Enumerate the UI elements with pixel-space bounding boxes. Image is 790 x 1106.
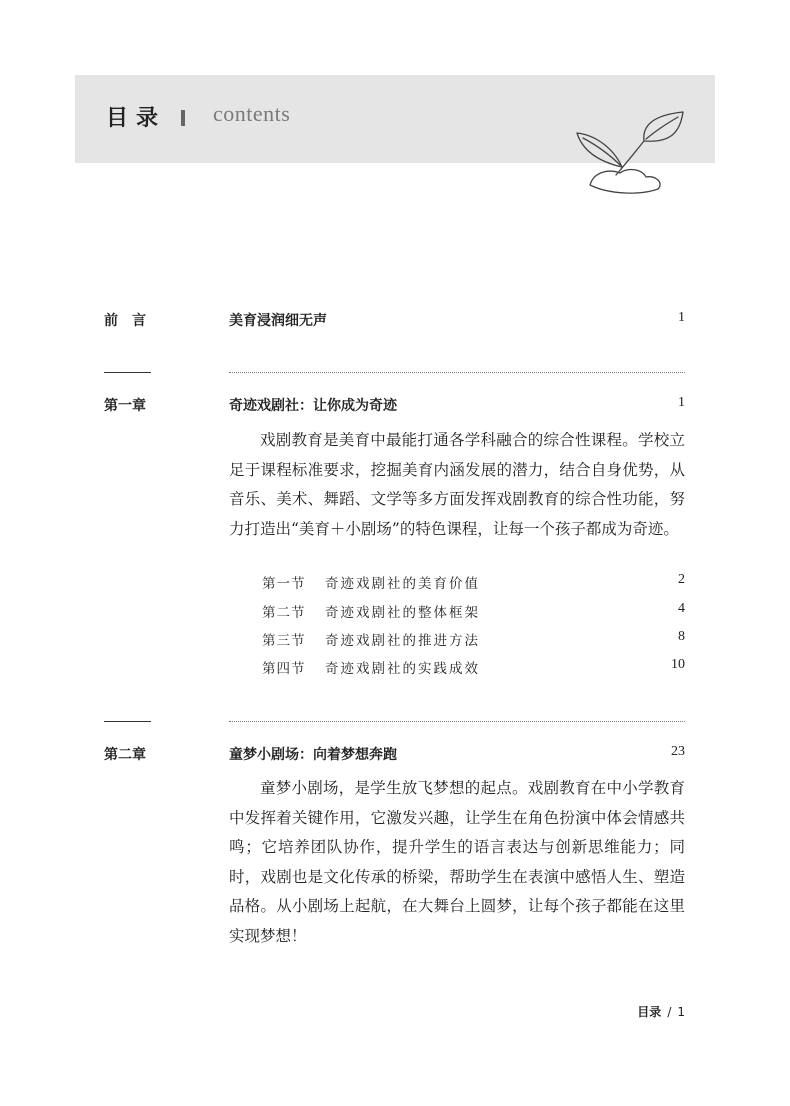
page-footer [637, 1003, 685, 1020]
section2-label: 第二节 [262, 605, 306, 621]
preface-page: 1 [678, 310, 685, 325]
sprout-icon [570, 105, 695, 200]
preface-title[interactable]: 美育浸润细无声 [229, 313, 327, 329]
section1-page: 2 [678, 572, 685, 587]
chapter2-title[interactable]: 童梦小剧场：向着梦想奔跑 [229, 747, 397, 763]
section4-title[interactable]: 奇迹戏剧社的实践成效 [325, 661, 480, 677]
footer-separator: / [667, 1005, 672, 1019]
section3-page: 8 [678, 629, 685, 644]
page-title: 目录 [106, 105, 167, 131]
chapter2-page: 23 [671, 744, 685, 759]
chapter2-summary: 童梦小剧场，是学生放飞梦想的起点。戏剧教育在中小学教育中发挥着关键作用，它激发兴趣，让学生在角色扮演中体会情感共鸣；它培养团队协作，提升学生的语言表达与创新思维能力；同时，戏剧也是文化传承的桥梁，帮助学生在表演中感悟人生、塑造品格。从小剧场上起航，在大舞台上圆梦，让每个孩子都能在这里实现梦想！ [229, 779, 685, 945]
section1-title[interactable]: 奇迹戏剧社的美育价值 [325, 576, 480, 592]
chapter2-short-rule [104, 721, 151, 722]
section3-label: 第三节 [262, 633, 306, 649]
section4-page: 10 [671, 657, 685, 672]
chapter1-page: 1 [678, 395, 685, 410]
chapter1-dotted-rule [229, 372, 685, 373]
page-subtitle: contents [213, 101, 291, 126]
section1-label: 第一节 [262, 576, 306, 592]
chapter2-dotted-rule [229, 721, 685, 722]
section4-label: 第四节 [262, 661, 306, 677]
section2-page: 4 [678, 601, 685, 616]
chapter1-label: 第一章 [104, 398, 146, 414]
preface-label: 前 言 [104, 313, 146, 329]
chapter1-summary: 戏剧教育是美育中最能打通各学科融合的综合性课程。学校立足于课程标准要求，挖掘美育内涵发展的潜力，结合自身优势，从音乐、美术、舞蹈、文学等多方面发挥戏剧教育的综合性功能，努力打造出“美育＋小剧场”的特色课程，让每一个孩子都成为奇迹。 [229, 431, 685, 538]
footer-page-number: 1 [677, 1005, 685, 1019]
chapter1-title[interactable]: 奇迹戏剧社：让你成为奇迹 [229, 398, 397, 414]
chapter2-label: 第二章 [104, 747, 146, 763]
title-divider [181, 110, 185, 126]
footer-label: 目录 [637, 1005, 662, 1019]
chapter1-short-rule [104, 372, 151, 373]
section3-title[interactable]: 奇迹戏剧社的推进方法 [325, 633, 480, 649]
section2-title[interactable]: 奇迹戏剧社的整体框架 [325, 605, 480, 621]
